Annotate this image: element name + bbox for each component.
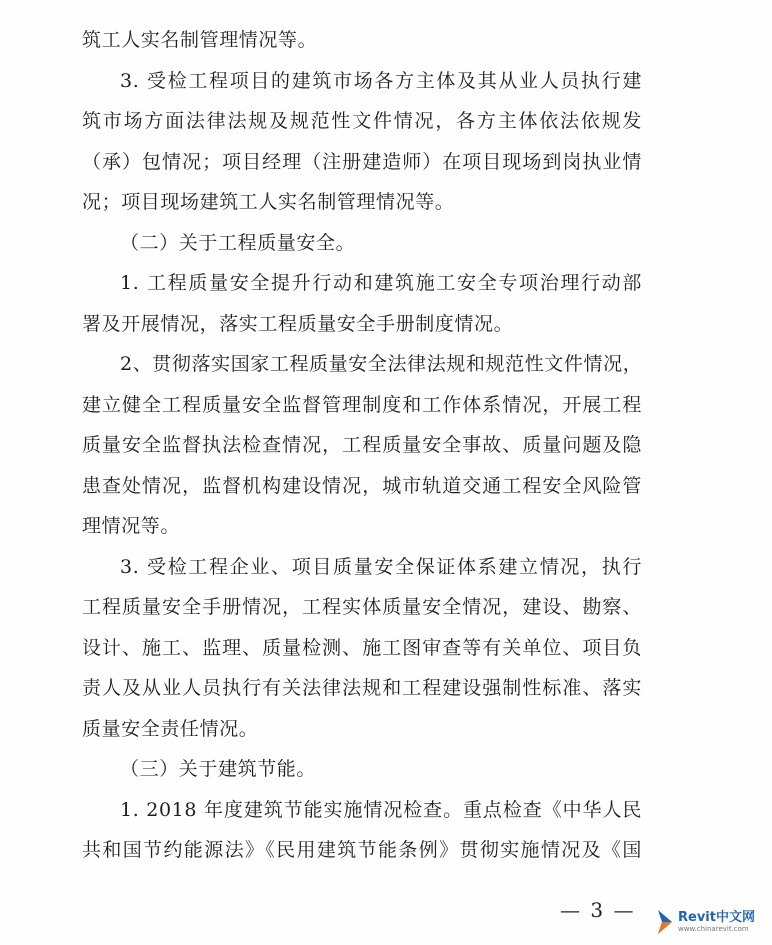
watermark-logo [656,905,764,939]
text-line: 1. 工程质量安全提升行动和建筑施工安全专项治理行动部 [120,272,642,294]
watermark-url: www.chinarevit.com [678,925,749,933]
watermark-text [678,911,755,933]
text-line: 3. 受检工程项目的建筑市场各方主体及其从业人员执行建 [120,69,642,92]
watermark-name: Revit中文网 [678,910,755,925]
text-line: 1. 2018 年度建筑节能实施情况检查。重点检查《中华人民 [120,798,642,821]
text-line: 筑市场方面法律法规及规范性文件情况，各方主体依法依规发 [82,110,642,132]
document-body [82,20,642,871]
text-line: 质量安全监督执法检查情况，工程质量安全事故、质量问题及隐 [82,434,642,456]
revit-logo-icon [656,909,674,935]
text-line: 工程质量安全手册情况，工程实体质量安全情况，建设、勘察、 [82,596,642,618]
text-line: 署及开展情况，落实工程质量安全手册制度情况。 [82,312,514,335]
text-line: 设计、施工、监理、质量检测、施工图审查等有关单位、项目负 [82,636,642,659]
text-line: 筑工人实名制管理情况等。 [82,29,318,51]
text-line: 责人及从业人员执行有关法律法规和工程建设强制性标准、落实 [82,677,642,699]
text-line: 患查处情况，监督机构建设情况，城市轨道交通工程安全风险管 [82,474,642,497]
text-line: 质量安全责任情况。 [82,717,259,740]
page-number: — 3 — [560,898,636,922]
text-line: （承）包情况；项目经理（注册建造师）在项目现场到岗执业情 [82,150,642,173]
text-line: 建立健全工程质量安全监督管理制度和工作体系情况，开展工程 [82,393,642,416]
section-heading: （三）关于建筑节能。 [120,758,317,780]
text-line: 2、贯彻落实国家工程质量安全法律法规和规范性文件情况， [120,353,643,375]
text-line: 况；项目现场建筑工人实名制管理情况等。 [82,191,455,213]
section-heading: （二）关于工程质量安全。 [120,231,356,254]
text-line: 3. 受检工程企业、项目质量安全保证体系建立情况，执行 [120,555,642,578]
text-line: 理情况等。 [82,515,181,537]
text-line: 共和国节约能源法》《民用建筑节能条例》贯彻实施情况及《国 [82,839,642,861]
